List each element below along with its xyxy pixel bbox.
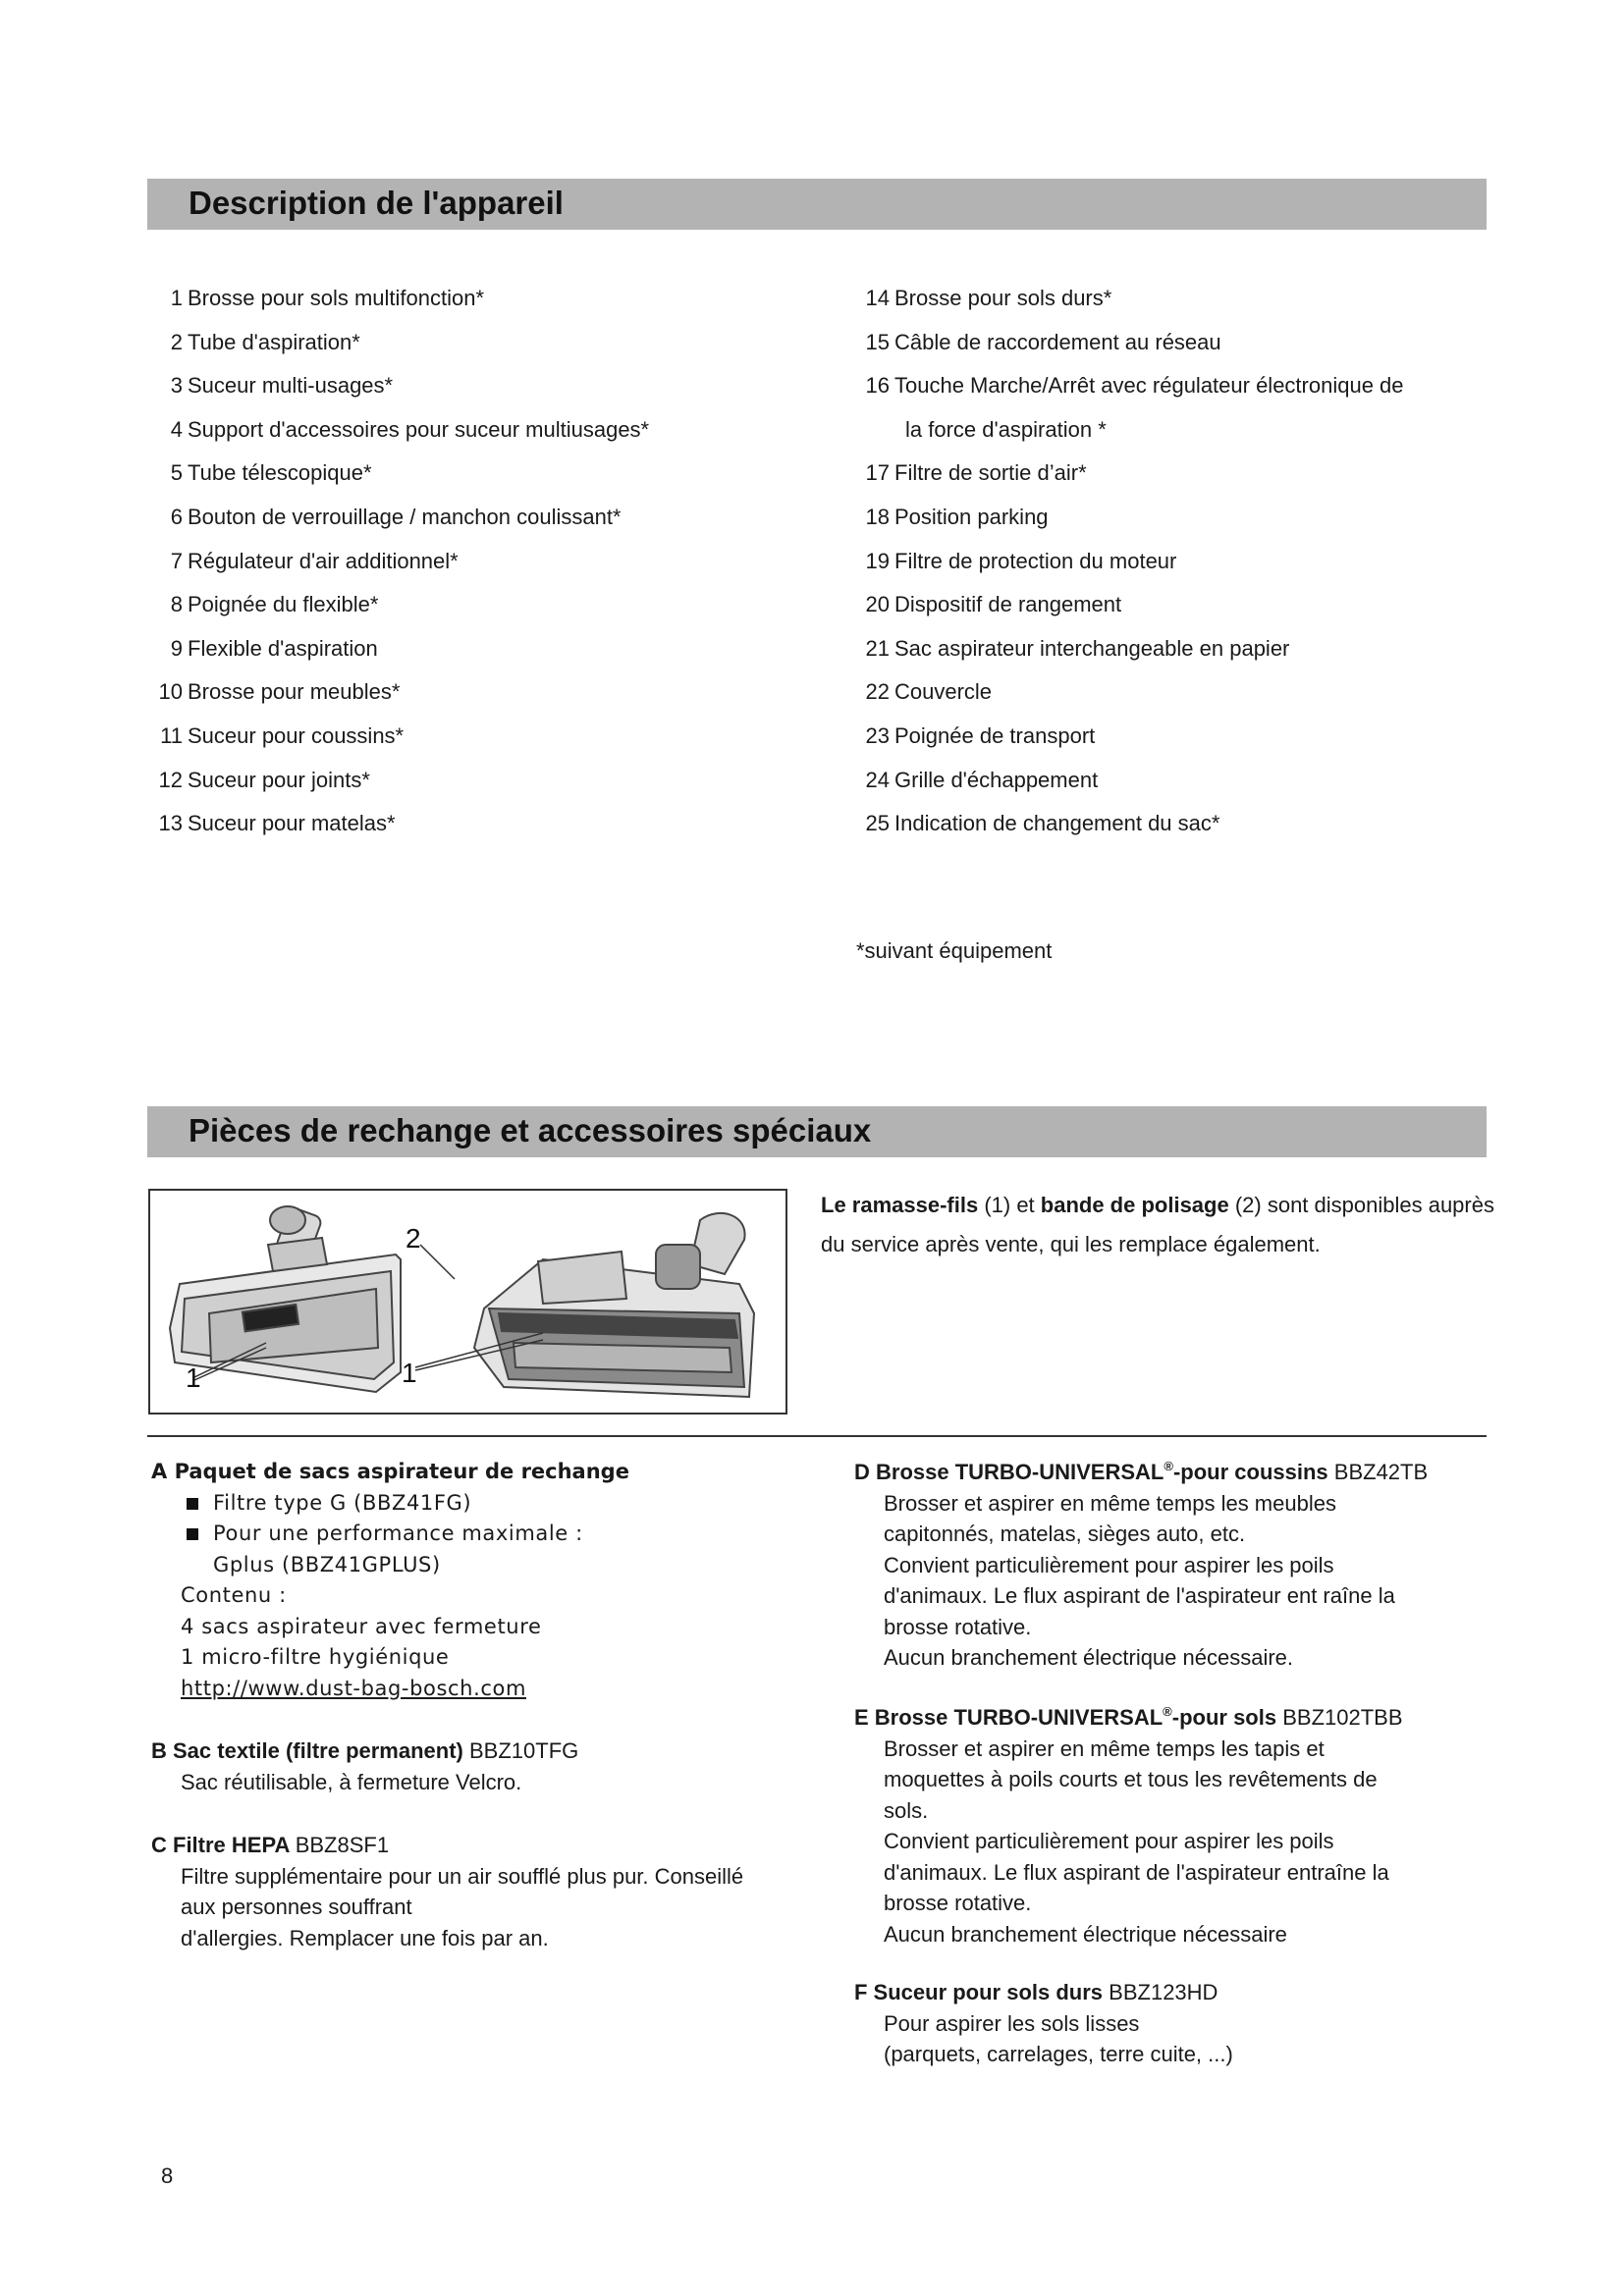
- leader-line-right-2: [420, 1245, 455, 1279]
- parts-list-item: [149, 540, 649, 584]
- part-number: 14: [865, 286, 890, 310]
- accessory-a-bullet-1: Filtre type G (BBZ41FG): [181, 1488, 799, 1520]
- accessory-e: [854, 1702, 1502, 1949]
- accessory-e-title-suffix: -pour sols: [1171, 1705, 1277, 1730]
- left-brush-drawing: [170, 1206, 401, 1392]
- part-label: Tube d'aspiration*: [188, 329, 360, 354]
- accessory-b-title: B Sac textile (filtre permanent): [151, 1738, 463, 1763]
- parts-list-item: [856, 277, 1404, 321]
- accessory-a-contents-1: 4 sacs aspirateur avec fermeture: [181, 1614, 542, 1638]
- parts-list-item: [149, 496, 649, 540]
- parts-list-item: [149, 583, 649, 627]
- part-label: Touche Marche/Arrêt avec régulateur électronique de: [894, 373, 1404, 399]
- accessory-d: [854, 1457, 1502, 1674]
- accessory-a-title: A Paquet de sacs aspirateur de rechange: [151, 1460, 629, 1483]
- intro-text-1: (1) et: [978, 1193, 1041, 1217]
- part-label: Tube télescopique*: [188, 460, 372, 486]
- parts-list-item: [856, 802, 1404, 846]
- parts-list-item: [856, 364, 1404, 408]
- floor-brush-figure: [148, 1189, 787, 1415]
- accessory-d-line-6: Aucun branchement électrique nécessaire.: [884, 1645, 1294, 1670]
- part-label: Brosse pour sols durs*: [894, 286, 1112, 310]
- part-label: Brosse pour sols multifonction*: [188, 286, 485, 310]
- accessory-d-line-5: brosse rotative.: [884, 1614, 1032, 1639]
- part-number: 8: [170, 592, 183, 617]
- dust-bag-link[interactable]: http://www.dust-bag-bosch.com: [181, 1676, 527, 1700]
- part-number: 6: [170, 504, 183, 529]
- spare-parts-intro: [821, 1186, 1498, 1264]
- accessory-e-line-3: sols.: [884, 1797, 929, 1823]
- parts-list-item: [856, 540, 1404, 584]
- section-title: Description de l'appareil: [189, 185, 564, 221]
- parts-list-item: [149, 802, 649, 846]
- accessory-a-contents-label: Contenu :: [181, 1583, 287, 1607]
- accessory-c: [151, 1830, 829, 1953]
- accessory-a-contents-2: 1 micro-filtre hygiénique: [181, 1645, 450, 1669]
- parts-list-item: [149, 452, 649, 496]
- accessory-e-line-6: brosse rotative.: [884, 1891, 1032, 1915]
- part-number: 12: [158, 767, 183, 792]
- parts-list-item: [856, 715, 1404, 759]
- part-number: 23: [865, 722, 890, 748]
- parts-list-item: [856, 408, 1404, 453]
- accessory-d-line-3: Convient particulièrement pour aspirer les poils: [884, 1552, 1334, 1577]
- intro-text-2: (2) sont disponibles auprès du service après vente, qui les remplace également.: [821, 1193, 1494, 1256]
- part-number: 1: [170, 286, 183, 310]
- registered-mark: ®: [1163, 1704, 1172, 1719]
- parts-list-item: [149, 321, 649, 365]
- parts-list-item: [856, 452, 1404, 496]
- accessory-f-line-1: Pour aspirer les sols lisses: [884, 2010, 1140, 2036]
- accessory-e-code: BBZ102TBB: [1282, 1705, 1403, 1730]
- part-label: Filtre de protection du moteur: [894, 548, 1177, 573]
- parts-list-item: [856, 496, 1404, 540]
- accessory-f-line-2: (parquets, carrelages, terre cuite, ...): [884, 2042, 1233, 2066]
- part-label: Câble de raccordement au réseau: [894, 329, 1221, 354]
- parts-list-item: [856, 583, 1404, 627]
- accessory-e-line-7: Aucun branchement électrique nécessaire: [884, 1921, 1287, 1947]
- part-number: 4: [170, 416, 183, 442]
- part-label: Suceur pour matelas*: [188, 811, 396, 836]
- part-number: 19: [865, 548, 890, 573]
- parts-list-right: [856, 277, 1404, 846]
- part-number: 7: [170, 548, 183, 573]
- part-number: 13: [158, 811, 183, 836]
- part-label: Brosse pour meubles*: [188, 679, 401, 705]
- figure-label-right-1: 1: [402, 1358, 417, 1388]
- parts-list-item: [149, 277, 649, 321]
- parts-list-item: [149, 408, 649, 453]
- part-label: Régulateur d'air additionnel*: [188, 548, 459, 573]
- part-label: Filtre de sortie d’air*: [894, 460, 1087, 486]
- part-label: Poignée du flexible*: [188, 592, 379, 617]
- accessory-d-line-4: d'animaux. Le flux aspirant de l'aspirateur ent raîne la: [884, 1583, 1395, 1608]
- intro-bold-bande: bande de polisage: [1040, 1193, 1229, 1217]
- part-label: Grille d'échappement: [894, 767, 1099, 792]
- parts-list-item: [149, 364, 649, 408]
- part-number: 18: [865, 504, 890, 529]
- parts-list-item: [856, 759, 1404, 803]
- accessory-a-bullet-2: Pour une performance maximale :: [181, 1519, 799, 1550]
- accessory-c-line-2: aux personnes souffrant: [181, 1895, 412, 1919]
- part-number: 20: [865, 592, 890, 617]
- part-label: Indication de changement du sac*: [894, 811, 1220, 836]
- page-number: 8: [161, 2163, 174, 2188]
- part-label: Sac aspirateur interchangeable en papier: [894, 635, 1290, 661]
- part-label: Suceur pour coussins*: [188, 722, 405, 748]
- accessory-c-code: BBZ8SF1: [295, 1833, 390, 1857]
- accessory-d-line-2: capitonnés, matelas, sièges auto, etc.: [884, 1522, 1246, 1546]
- part-label: Flexible d'aspiration: [188, 635, 378, 661]
- parts-list-left: [149, 277, 649, 846]
- footnote: *suivant équipement: [856, 938, 1053, 963]
- part-number: 22: [865, 679, 890, 705]
- accessory-a-bullet-2-sub: Gplus (BBZ41GPLUS): [213, 1552, 441, 1576]
- part-label: Bouton de verrouillage / manchon coulissant*: [188, 504, 622, 529]
- part-label: Couvercle: [894, 679, 993, 705]
- accessory-b-line-1: Sac réutilisable, à fermeture Velcro.: [181, 1769, 522, 1794]
- parts-list-item: [856, 321, 1404, 365]
- parts-list-item: [149, 759, 649, 803]
- accessory-c-line-1: Filtre supplémentaire pour un air soufflé plus pur. Conseillé: [181, 1863, 744, 1889]
- parts-list-item: [149, 670, 649, 715]
- part-number: 10: [158, 679, 183, 705]
- part-label: Support d'accessoires pour suceur multiusages*: [188, 416, 650, 442]
- accessory-f-code: BBZ123HD: [1109, 1980, 1218, 2004]
- part-number: 24: [865, 767, 890, 792]
- part-number: 9: [170, 635, 183, 661]
- part-number: 11: [160, 722, 183, 748]
- part-label: Suceur multi-usages*: [188, 373, 394, 399]
- part-number: 16: [865, 373, 890, 399]
- accessory-e-line-2: moquettes à poils courts et tous les revêtements de: [884, 1767, 1378, 1791]
- intro-bold-ramasse-fils: Le ramasse-fils: [821, 1193, 979, 1217]
- accessory-b: [151, 1735, 819, 1797]
- part-number: 15: [865, 329, 890, 354]
- parts-list-item: [856, 670, 1404, 715]
- accessory-d-code: BBZ42TB: [1333, 1460, 1429, 1484]
- section-title: Pièces de rechange et accessoires spéciaux: [189, 1112, 872, 1148]
- figure-label-right-2: 2: [406, 1223, 421, 1254]
- parts-list-item: [856, 627, 1404, 671]
- part-number: 3: [170, 373, 183, 399]
- part-number: 17: [865, 460, 890, 486]
- figure-label-left-1: 1: [186, 1362, 201, 1393]
- part-label: Suceur pour joints*: [188, 767, 370, 792]
- accessory-f-title: F Suceur pour sols durs: [854, 1980, 1104, 2004]
- accessory-e-line-4: Convient particulièrement pour aspirer les poils: [884, 1829, 1334, 1853]
- accessory-b-code: BBZ10TFG: [469, 1738, 579, 1763]
- part-label: Poignée de transport: [894, 722, 1096, 748]
- parts-list-item: [149, 627, 649, 671]
- accessory-f: [854, 1977, 1502, 2070]
- part-number: 21: [865, 635, 890, 661]
- part-label: Position parking: [894, 504, 1049, 529]
- parts-list-item: [149, 715, 649, 759]
- accessory-e-line-1: Brosser et aspirer en même temps les tapis et: [884, 1735, 1325, 1761]
- registered-mark: ®: [1164, 1459, 1173, 1473]
- right-brush-drawing: [474, 1213, 754, 1397]
- part-number: 25: [865, 811, 890, 836]
- floor-brush-illustration: [150, 1191, 785, 1413]
- divider-rule: [147, 1435, 1487, 1437]
- accessory-a: [151, 1457, 799, 1704]
- accessory-e-title: E Brosse TURBO-UNIVERSAL: [854, 1705, 1164, 1730]
- accessory-d-title: D Brosse TURBO-UNIVERSAL: [854, 1460, 1164, 1484]
- accessory-d-line-1: Brosser et aspirer en même temps les meubles: [884, 1490, 1336, 1516]
- part-label: la force d'aspiration *: [905, 416, 1107, 442]
- part-number: 2: [170, 329, 183, 354]
- accessory-c-line-3: d'allergies. Remplacer une fois par an.: [181, 1925, 549, 1950]
- section-header-description: [147, 179, 1487, 230]
- part-number: 5: [170, 460, 183, 486]
- accessory-c-title: C Filtre HEPA: [151, 1833, 290, 1857]
- accessory-e-line-5: d'animaux. Le flux aspirant de l'aspirateur entraîne la: [884, 1859, 1389, 1885]
- section-header-spare-parts: [147, 1106, 1487, 1157]
- accessory-d-title-suffix: -pour coussins: [1172, 1460, 1328, 1484]
- part-label: Dispositif de rangement: [894, 592, 1122, 617]
